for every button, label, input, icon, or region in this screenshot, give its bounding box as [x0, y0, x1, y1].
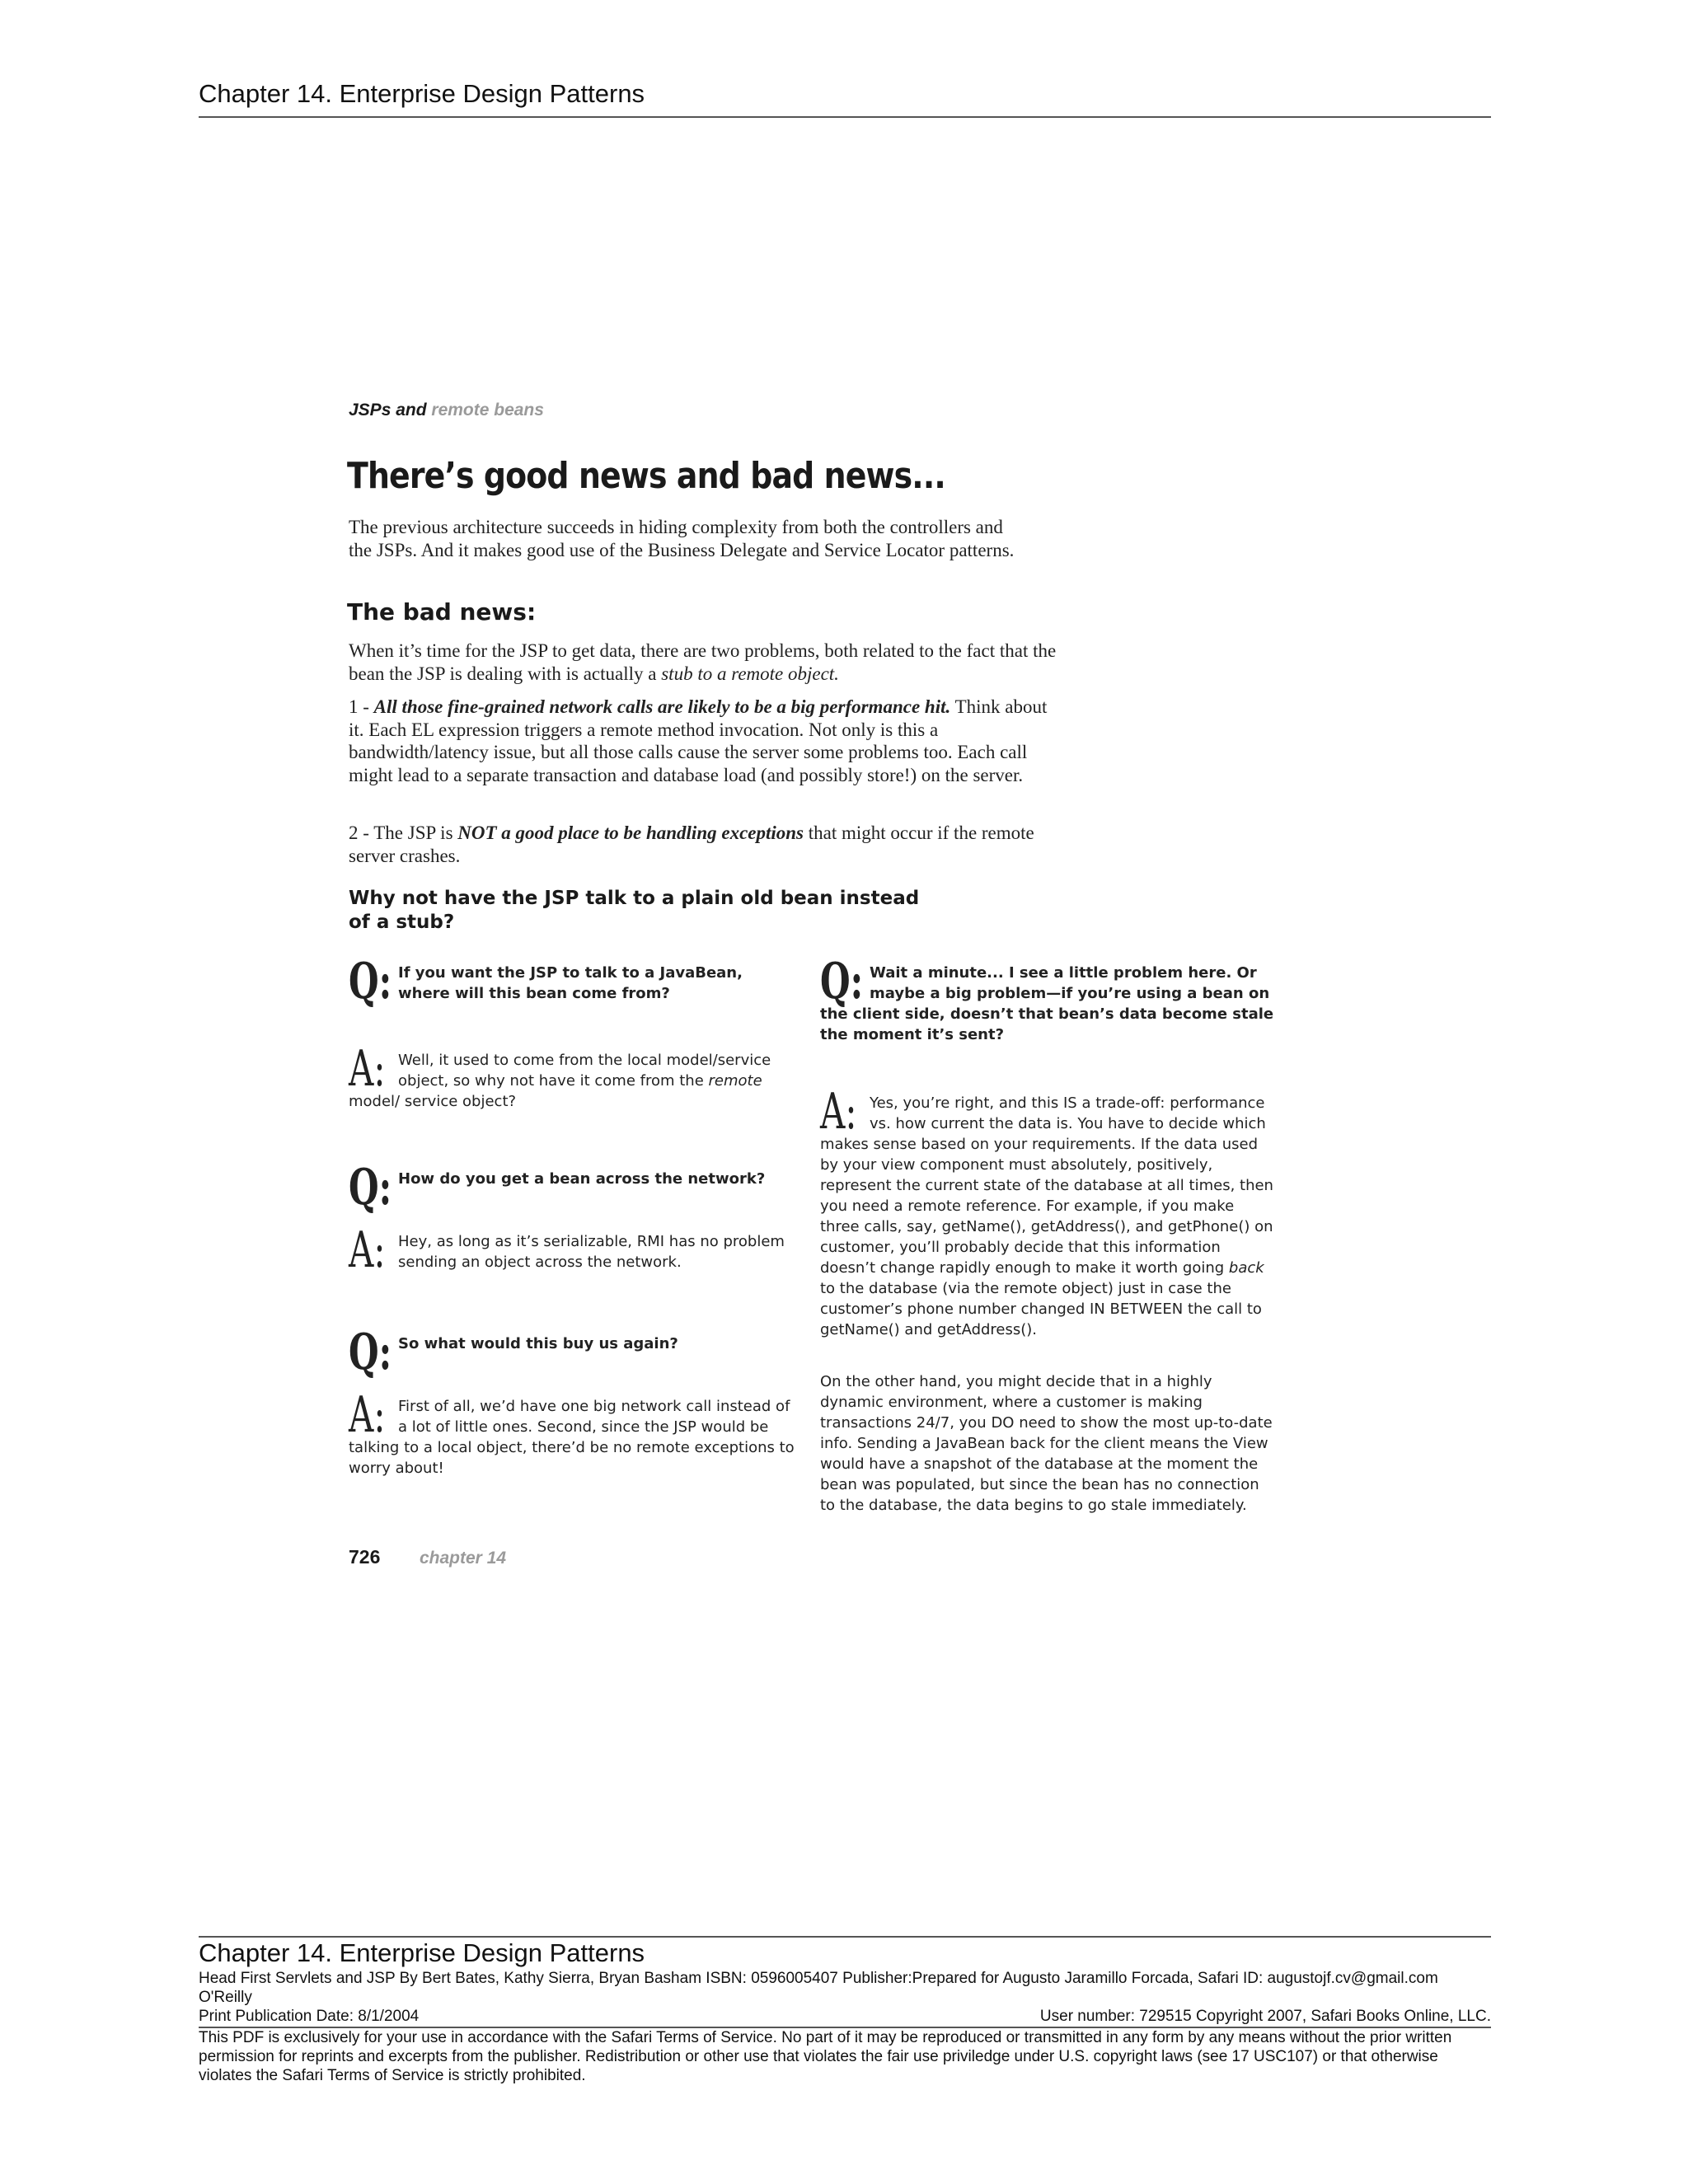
a-mark: A:	[349, 1040, 386, 1098]
section-kicker	[349, 401, 544, 420]
footer-rule-top	[199, 1936, 1491, 1938]
page-title: There’s good news and bad news...	[347, 455, 945, 497]
why-heading: Why not have the JSP talk to a plain old bean instead of a stub?	[349, 888, 920, 933]
answer-text: First of all, we’d have one big network call instead of a lot of little ones. Second, since the JSP would be talking to a local object, there’d be no remote exceptions to worry about!	[349, 1398, 795, 1477]
question-2	[349, 1159, 798, 1216]
bad-news-p3-emph: NOT a good place to be handling exceptions	[457, 823, 804, 843]
bad-news-paragraph-3	[349, 822, 1057, 867]
page-number: 726	[349, 1546, 381, 1568]
q-mark: Q:	[349, 1324, 392, 1381]
bad-news-p3-rest: that might occur if the remote server crashes.	[349, 823, 1034, 866]
kicker-grey: remote beans	[431, 401, 544, 419]
answer-text: Well, it used to come from the local model/service object, so why not have it come from the	[398, 1052, 771, 1090]
a-mark: A:	[820, 1083, 857, 1141]
intro-paragraph: The previous architecture succeeds in hiding complexity from both the controllers and the JSPs. And it makes good use of the Business Delegate and Service Locator patterns.	[349, 517, 1015, 560]
footer-publication-date: Print Publication Date: 8/1/2004	[199, 2008, 420, 2025]
question-text: If you want the JSP to talk to a JavaBean, where will this bean come from?	[398, 964, 743, 1002]
answer-text: Hey, as long as it’s serializable, RMI has no problem sending an object across the network.	[398, 1233, 785, 1271]
bad-news-paragraph-2	[349, 696, 1057, 786]
bad-news-paragraph-1	[349, 640, 1057, 685]
question-text: How do you get a bean across the network?	[398, 1170, 766, 1188]
answer-text-tail: model/ service object?	[349, 1093, 517, 1110]
bad-news-p2-rest: Think about it. Each EL expression triggers a remote method invocation. Not only is this a bandwidth/latency issue, but all those calls cause the server some problems too. Each call might lead to a separate transaction and database load (and possibly store!) on the server.	[349, 696, 1048, 785]
answer-3	[349, 1386, 798, 1479]
footer-user-number: User number: 729515 Copyright 2007, Safari Books Online, LLC.	[1039, 2008, 1491, 2025]
answer-italic: remote	[708, 1072, 762, 1090]
bad-news-p2-emph: All those fine-grained network calls are likely to be a big performance hit.	[373, 696, 951, 717]
answer-2	[349, 1221, 798, 1279]
q-mark: Q:	[349, 1159, 392, 1216]
question-text: So what would this buy us again?	[398, 1335, 678, 1352]
footer-legal-notice: This PDF is exclusively for your use in accordance with the Safari Terms of Service. No part of it may be reproduced or transmitted in any form by any means without the prior written permission for reprints and excerpts from the publisher. Redistribution or other use that violates the fair use priviledge under U.S. copyright laws (see 17 USC107) or that otherwise violates the Safari Terms of Service is strictly prohibited.	[199, 2029, 1452, 2084]
header-rule	[199, 116, 1491, 118]
answer-text: Yes, you’re right, and this IS a trade-off: performance vs. how current the data is. You have to decide which makes sense based on your requirements. If the data used by your view component must absolutely, positively, represent the current state of the database at all times, then you need a remote reference. For example, if you make three calls, say, getName(), getAddress(), and getPhone() on customer, you’ll probably decide that this information doesn’t change rapidly enough to make it worth going	[820, 1094, 1273, 1277]
a-mark: A:	[349, 1386, 386, 1444]
bad-news-p1-italic: stub to a remote object.	[661, 663, 839, 684]
answer-1	[349, 1040, 798, 1112]
question-1	[349, 953, 798, 1010]
answer-text-tail: to the database (via the remote object) just in case the customer’s phone number changed IN BETWEEN the call to getName() and getAddress().	[820, 1280, 1262, 1338]
bad-news-p1-text: When it’s time for the JSP to get data, there are two problems, both related to the fact that the bean the JSP is dealing with is actually a	[349, 640, 1057, 684]
question-text: Wait a minute... I see a little problem here. Or maybe a big problem—if you’re using a bean on the client side, doesn’t that bean’s data become stale the moment it’s sent?	[820, 964, 1274, 1043]
bad-news-p3-prefix: 2 - The JSP is	[349, 823, 458, 843]
q-mark: Q:	[820, 953, 864, 1010]
kicker-dark: JSPs and	[349, 401, 427, 419]
footer-publisher: O'Reilly	[199, 1989, 252, 2006]
answer-4-continued: On the other hand, you might decide that in a highly dynamic environment, where a customer is making transactions 24/7, you DO need to show the most up-to-date info. Sending a JavaBean back for the client means the View would have a snapshot of the database at the moment the bean was populated, but since the bean has no connection to the database, the data begins to go stale immediately.	[820, 1373, 1273, 1514]
running-header: Chapter 14. Enterprise Design Patterns	[199, 79, 645, 108]
answer-4	[820, 1083, 1278, 1340]
question-4	[820, 953, 1278, 1045]
answer-italic: back	[1228, 1259, 1264, 1277]
footer-book-info: Head First Servlets and JSP By Bert Bates, Kathy Sierra, Bryan Basham ISBN: 0596005407 Publisher:Prepared for Augusto Jaramillo Forcada, Safari ID: augustojf.cv@gmail.com	[199, 1970, 1438, 1987]
a-mark: A:	[349, 1221, 386, 1279]
question-3	[349, 1324, 798, 1381]
q-mark: Q:	[349, 953, 392, 1010]
bad-news-heading: The bad news:	[347, 598, 537, 626]
page-chapter-label: chapter 14	[420, 1549, 507, 1568]
bad-news-p2-prefix: 1 -	[349, 696, 374, 717]
footer-title: Chapter 14. Enterprise Design Patterns	[199, 1938, 645, 1967]
